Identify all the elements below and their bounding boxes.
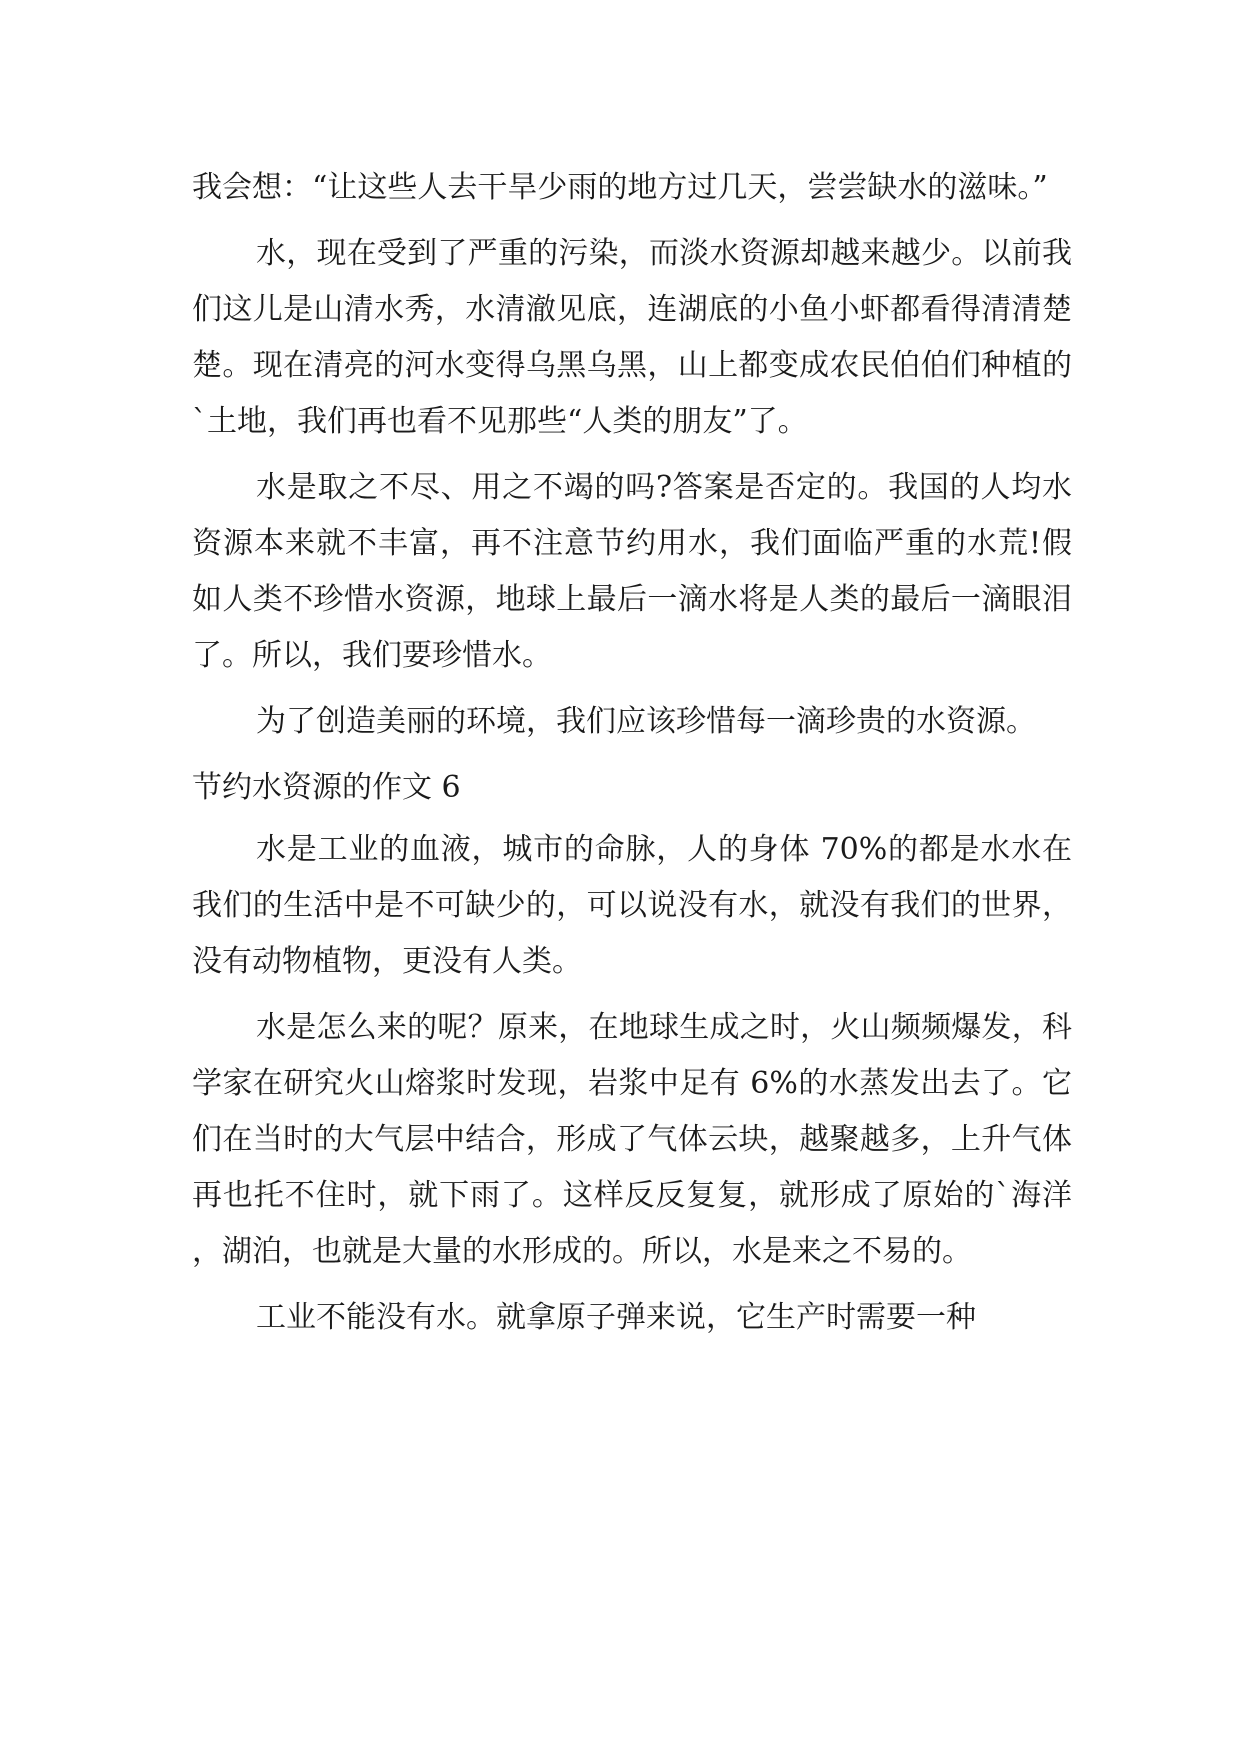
paragraph-1: 我会想：“让这些人去干旱少雨的地方过几天，尝尝缺水的滋味。” [192, 170, 1048, 205]
document-body [192, 160, 1072, 1356]
paragraph-5: 水是工业的血液，城市的命脉，人的身体 70%的都是水水在我们的生活中是不可缺少的，可以说没有水，就没有我们的世界，没有动物植物，更没有人类。 [192, 832, 1072, 979]
paragraph-6: 水是怎么来的呢？原来，在地球生成之时，火山频频爆发，科学家在研究火山熔浆时发现，岩浆中足有 6%的水蒸发出去了。它们在当时的大气层中结合，形成了气体云块，越聚越多，上升气体再也托不住时，就下雨了。这样反反复复，就形成了原始的`海洋，湖泊，也就是大量的水形成的。所以，水是来之不易的。 [192, 1010, 1072, 1269]
paragraph-4: 为了创造美丽的环境，我们应该珍惜每一滴珍贵的水资源。 [256, 704, 1036, 739]
paragraph-7: 工业不能没有水。就拿原子弹来说，它生产时需要一种 [256, 1300, 976, 1335]
section-heading: 节约水资源的作文 6 [192, 770, 461, 805]
paragraph-2: 水，现在受到了严重的污染，而淡水资源却越来越少。以前我们这儿是山清水秀，水清澈见底，连湖底的小鱼小虾都看得清清楚楚。现在清亮的河水变得乌黑乌黑，山上都变成农民伯伯们种植的`土地，我们再也看不见那些“人类的朋友”了。 [192, 236, 1072, 439]
paragraph-3: 水是取之不尽、用之不竭的吗?答案是否定的。我国的人均水资源本来就不丰富，再不注意节约用水，我们面临严重的水荒!假如人类不珍惜水资源，地球上最后一滴水将是人类的最后一滴眼泪了。所以，我们要珍惜水。 [192, 470, 1072, 673]
